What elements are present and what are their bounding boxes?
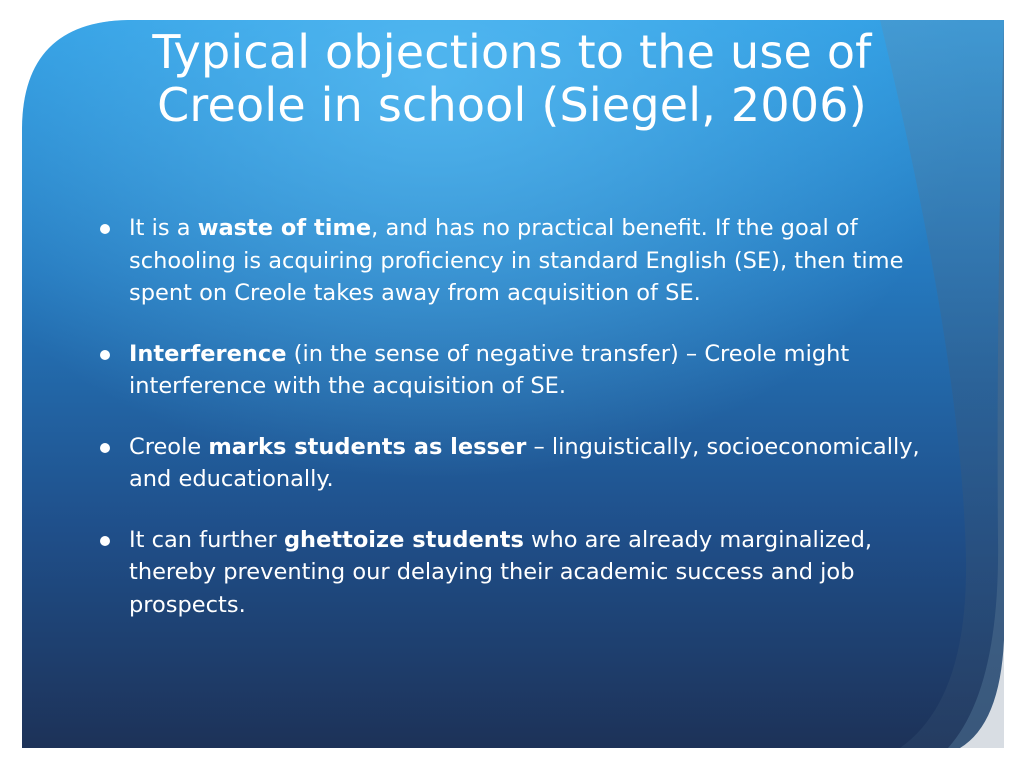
bullet-bold-text: Interference bbox=[129, 340, 287, 367]
bullet-item bbox=[100, 524, 930, 622]
bullet-text: (in the sense of negative transfer) – Creole might interference with the acquisition of SE. bbox=[129, 340, 850, 399]
bullet-bold-text: marks students as lesser bbox=[208, 433, 527, 460]
bullet-dot-icon bbox=[100, 350, 110, 360]
slide-title bbox=[60, 26, 964, 132]
bullet-list bbox=[100, 212, 930, 649]
bullet-item bbox=[100, 431, 930, 496]
bullet-dot-icon bbox=[100, 443, 110, 453]
bullet-text: It can further bbox=[129, 526, 284, 553]
bullet-dot-icon bbox=[100, 536, 110, 546]
slide-title-line: Typical objections to the use of bbox=[152, 25, 872, 79]
bullet-text: , and has no practical benefit. If the goal of schooling is acquiring proficiency in standard English (SE), then time spent on Creole takes away from acquisition of SE. bbox=[129, 215, 904, 306]
bullet-text: who are already marginalized, thereby preventing our delaying their academic success and job prospects. bbox=[129, 526, 873, 618]
bullet-text: It is a bbox=[129, 215, 198, 241]
slide-title-line: Creole in school (Siegel, 2006) bbox=[157, 78, 867, 132]
bullet-bold-text: waste of time bbox=[197, 215, 372, 241]
bullet-bold-text: ghettoize students bbox=[283, 526, 524, 553]
bullet-item bbox=[100, 338, 930, 403]
bullet-dot-icon bbox=[100, 224, 110, 234]
bullet-text: – linguistically, socioeconomically, and educationally. bbox=[129, 433, 920, 492]
bullet-item bbox=[100, 212, 930, 310]
bullet-text: Creole bbox=[129, 433, 209, 460]
